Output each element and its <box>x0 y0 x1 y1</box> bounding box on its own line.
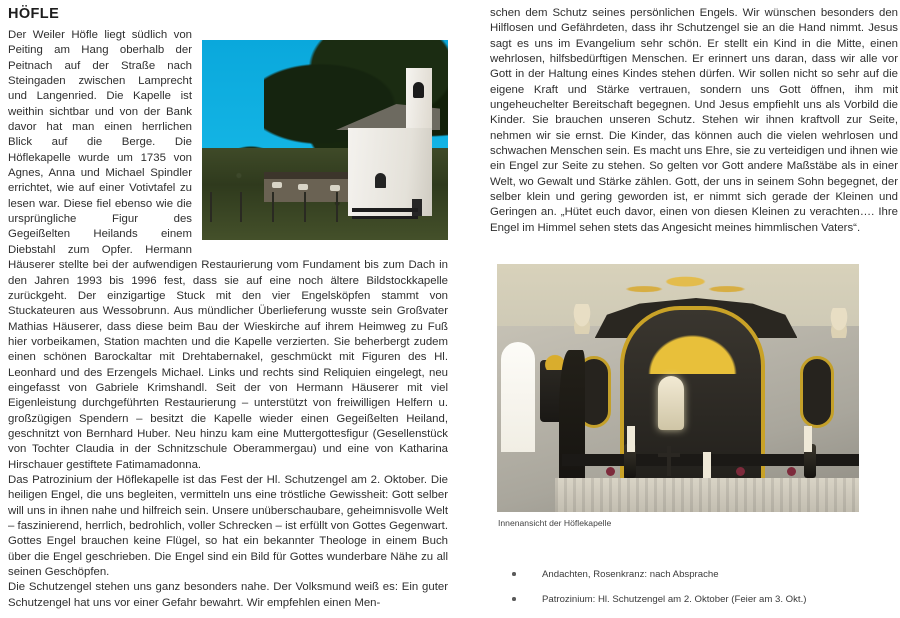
cow <box>272 182 282 188</box>
paragraph-patrozinium: Das Patrozinium der Höflekapelle ist das Fest der Hl. Schutzengel am 2. Oktober. Die heiligen Engel, die uns begleiten, vermitteln uns eine tröstliche Gewissheit: Gott selber will uns in ihnen nahe und hilfreich sein. Unsere unüberschaubare, geheimnisvolle Welt – faszinierend, herrlich, bedrohlich, voller Schrecken – ist erfüllt von Gottes Gegenwart. Gottes Engel brauchen keine Flügel, so hat ein bekannter Theologe in einem Buch über die Engel geschrieben. Die Engel sind ein Bild für Gottes wunderbare Nähe zu all seinen Geschöpfen. <box>8 473 448 579</box>
bench <box>352 208 418 224</box>
chapel-interior-photo <box>497 264 859 512</box>
cow <box>330 185 340 191</box>
altar-table <box>555 478 859 512</box>
flower-decoration <box>787 467 796 476</box>
list-item-label: Patrozinium: Hl. Schutzengel am 2. Oktober (Feier am 3. Okt.) <box>542 594 807 605</box>
madonna-statue <box>658 376 684 430</box>
candle <box>804 426 812 452</box>
crucifix <box>667 446 671 476</box>
right-column <box>490 6 898 605</box>
paragraph-schutzengel: Die Schutzengel stehen uns ganz besonders nahe. Der Volksmund weiß es: Ein guter Schutzengel hat uns vor einer Gefahr bewahrt. Wir empfehlen einen Men- <box>8 581 448 609</box>
bullet-dot-icon <box>512 597 516 601</box>
list-item <box>508 568 898 581</box>
bullet-dot-icon <box>512 572 516 576</box>
cow <box>298 184 308 190</box>
chapel-bell-tower <box>406 68 432 128</box>
list-item <box>508 593 898 606</box>
chapel-window <box>375 173 386 188</box>
paragraph-continuation: schen dem Schutz seines persönlichen Engels. Wir wünschen besonders den Hilflosen und Gefährdeten, dass ihr Schutzengel sie an die Hand nimmt. Jesus sagt es uns im Evangelium sehr schön. Er stellt ein Kind in die Mitte, einen wehrlosen, hilfsbedürftigen Menschen. Er erinnert uns daran, dass wir alle vor Gott in der Haltung eines Kindes stehen dürfen. Wir sollen nicht so sehr auf die eigene Kraft und Stärke vertrauen, sondern uns Gott öffnen, ihm mit ungeheuchelter Bereitschaft begegnen. Und Jesus empfiehlt uns als Vorbild die Kinder. Sie brauchen unseren Schutz. Stehen wir ihnen kraftvoll zur Seite, nehmen wir sie ernst. Die Kinder, das können auch die vielen wehrlosen und schwachen Menschen sein. Es macht uns Ehre, sie zu verteidigen und ihnen wie ein Engel zur Seite zu stehen. So gelten vor Gott andere Maßstäbe als in einer Welt, wo Gewalt und Stärke zählen. Gott, der uns in seinem Sohn begegnet, der selber klein und gering geworden ist, er nimmt sich gerade der Kleinen und Geringen an. „Hütet euch davor, einen von diesen Kleinen zu verachten…. Ihre Engel im Himmel sehen stets das Angesicht meines himmlischen Vaters“. <box>490 7 898 234</box>
paragraph-history: Der Weiler Höfle liegt südlich von Peiting am Hang oberhalb der Peitnach auf der Straße nach Steingaden zwischen Lamprecht und Langenried. Die Kapelle ist weithin sichtbar und von der Bank davor hat man einen herrlichen Blick auf die Berge. Die Höflekapelle wurde um 1735 von Agnes, Anna und Michael Spindler errichtet, wie auf einer Votivtafel zu lesen war. Diese fiel ebenso wie die ursprüngliche Figur des Gegeißelten Heilands einem Diebstahl zum Opfer. Hermann Häuserer stellte bei der aufwendigen Restaurierung vom Fundament bis zum Dach in den Jahren 1993 bis 1996 fest, dass sie auf eine noch ältere Bildstockkapelle zurückgeht. Der einzigartige Stuck mit den vier Engelsköpfen stammt von Stuckateuren aus Wessobrunn. Aus mündlicher Überlieferung wusste sein Großvater Mathias Häuserer, dass diese beim Bau der Wieskirche auf ihrem Heimweg zu Fuß hier vorbeikamen, Station machten und die Kapelle verzierten. Sie beherbergt zudem einen schönen Barockaltar mit Drehtabernakel, geschmückt mit Figuren des Hl. Leonhard und des Erzengels Michael. Links und rechts sind Reliquien eingelegt, neu eingefasst von Gabriele Krimshandl. Seit der von Hermann Häuserer mit viel Eigenleistung durchgeführten Restaurierung – unterstützt von freiwilligen Helfern u. großzügigen Spendern – besitzt die Kapelle wieder einen Gegeißelten Heiland, geschnitzt von Bernhard Huber. Neu hinzu kam eine Muttergottesfigur (Gesellenstück von Tochter Claudia in der Schnitzschule Oberammergau) und eine von Katharina Hirschauer gestiftete Fatimamadonna. <box>8 29 448 471</box>
flower-decoration <box>606 467 615 476</box>
putto-angel-figure <box>569 304 595 334</box>
fence <box>206 188 356 222</box>
left-column <box>8 6 448 611</box>
putto-angel-figure <box>826 308 852 338</box>
relic-panel <box>800 356 834 428</box>
altar-gilt-ornament <box>645 332 739 374</box>
candle <box>627 426 635 452</box>
figure-caption: Innenansicht der Höflekapelle <box>498 518 612 528</box>
list-item-label: Andachten, Rosenkranz: nach Absprache <box>542 569 719 580</box>
chapel-exterior-photo <box>202 40 448 240</box>
interior-window <box>501 342 535 452</box>
candle <box>703 452 711 478</box>
page-title: HÖFLE <box>8 6 60 22</box>
flower-decoration <box>736 467 745 476</box>
